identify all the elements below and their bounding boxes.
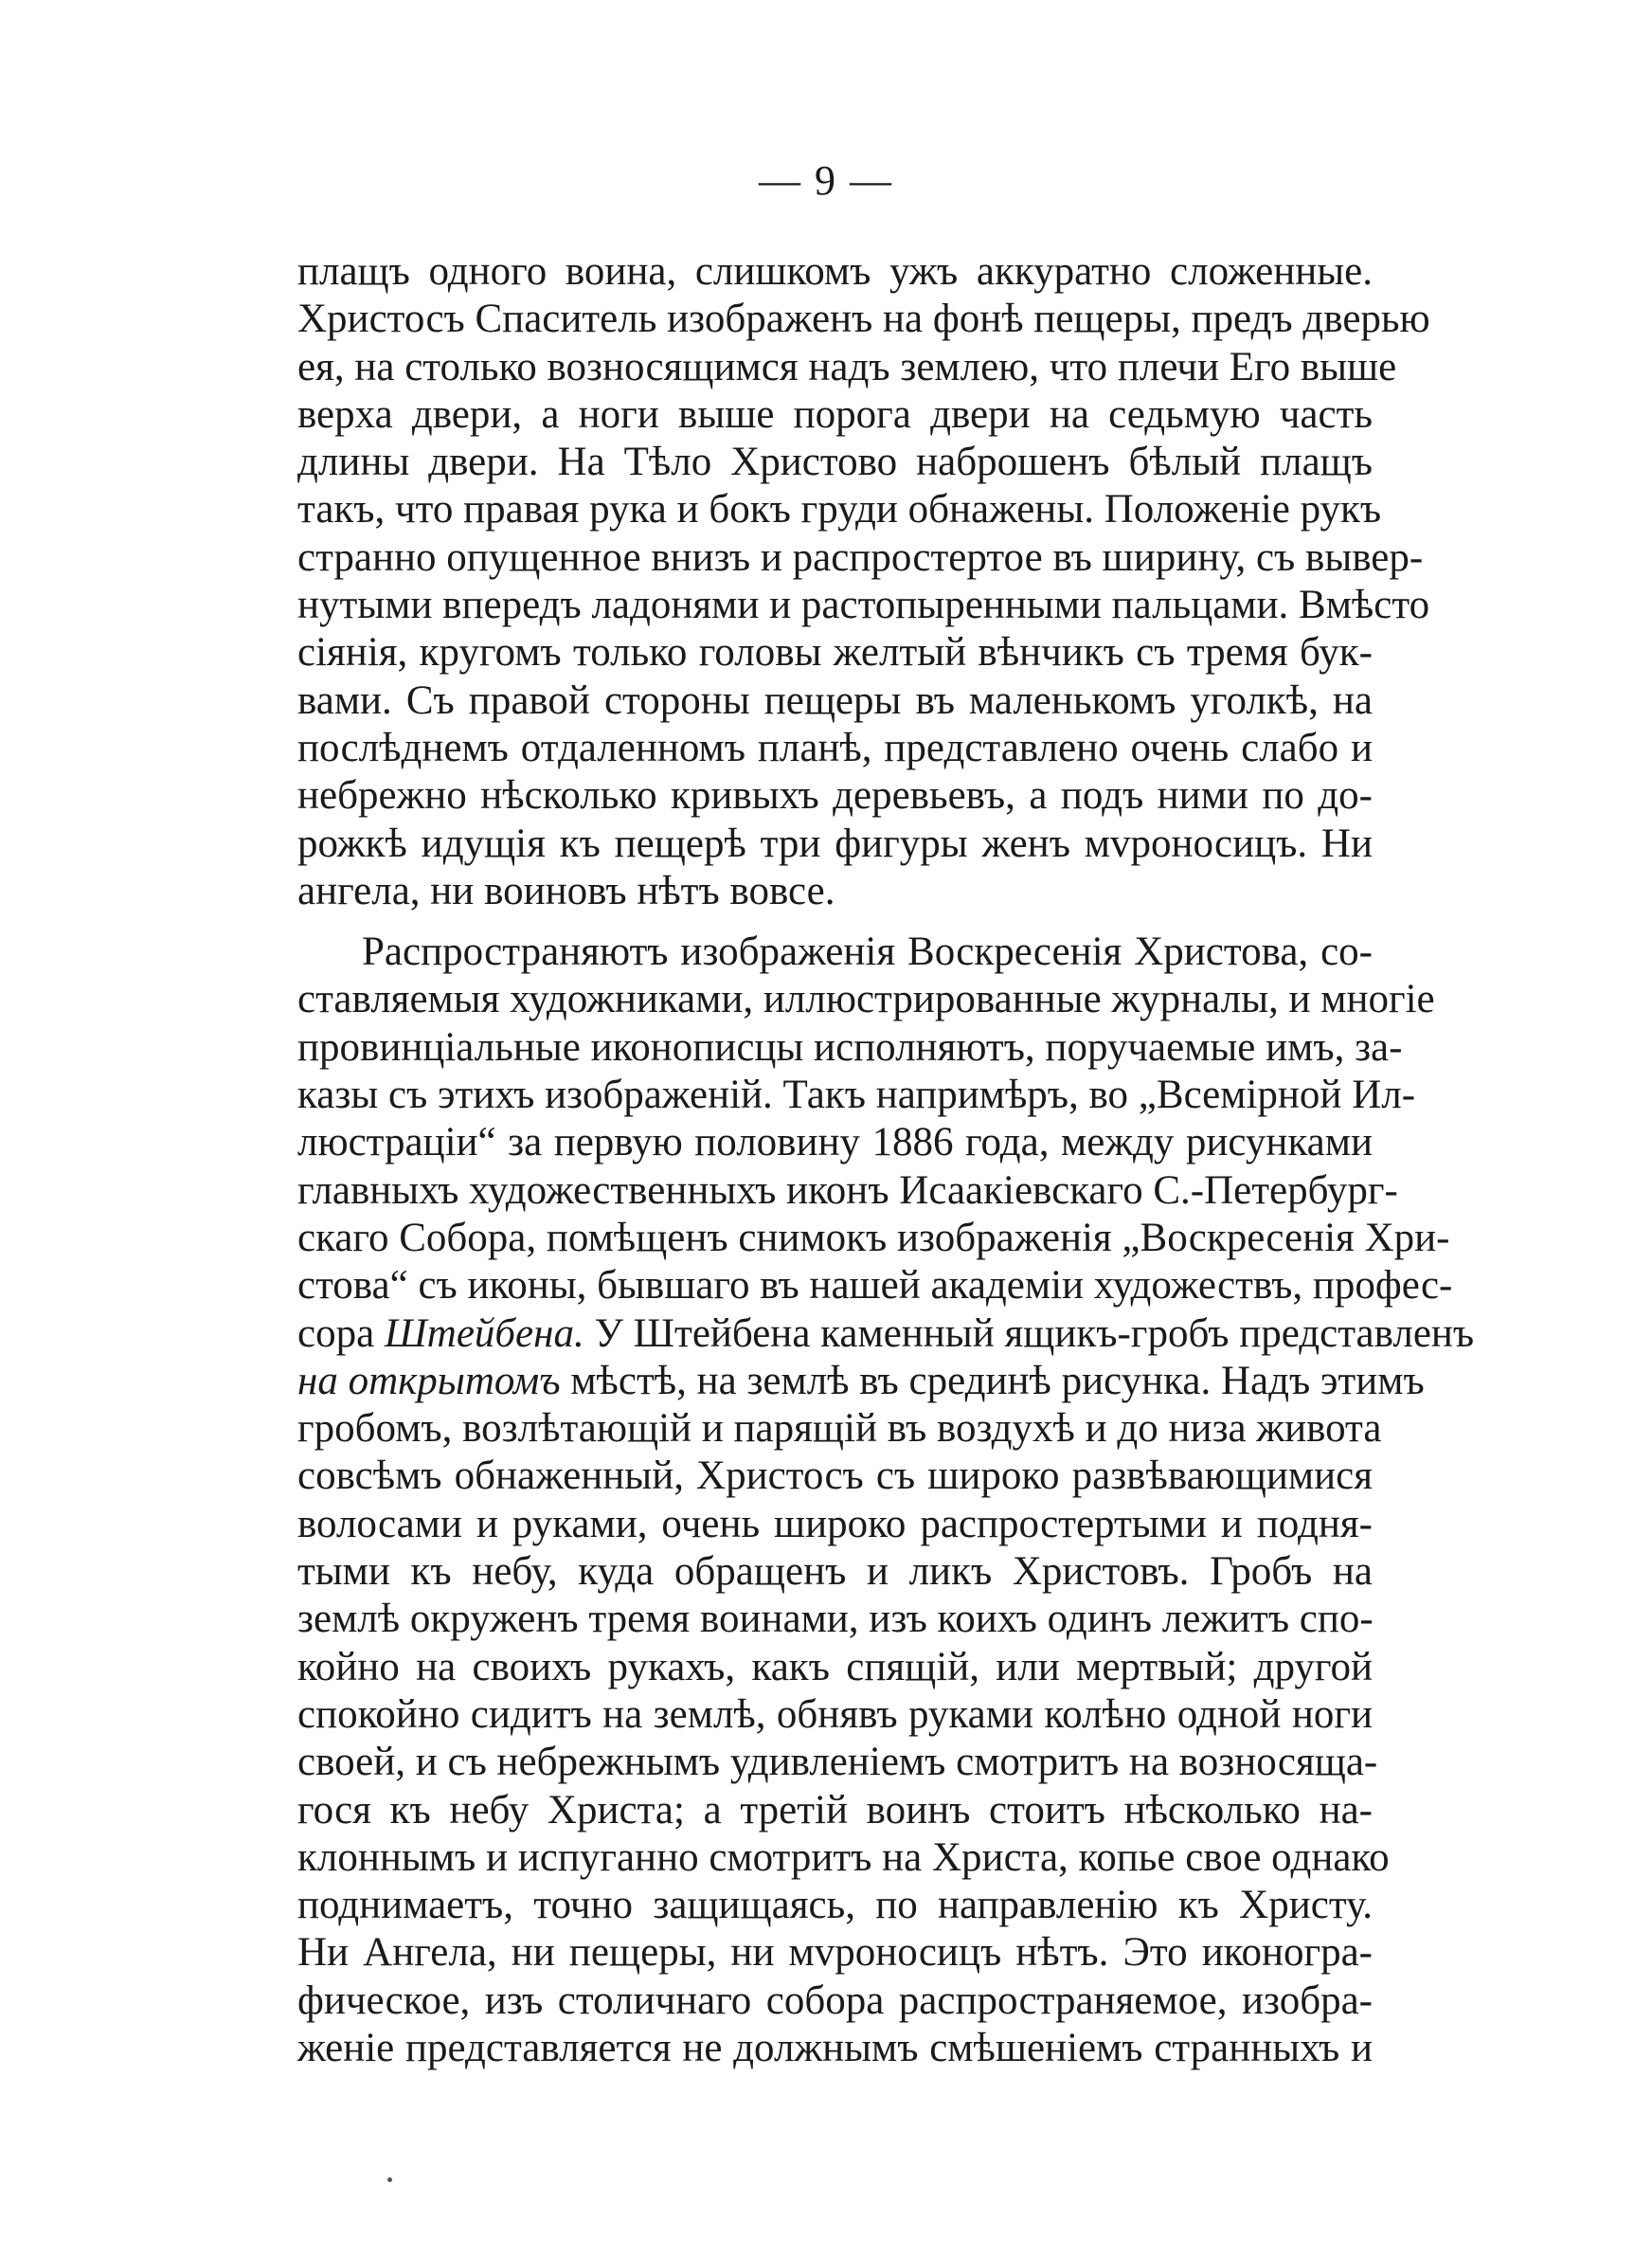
line-suffix: У Штейбена каменный ящикъ-гробъ представленъ <box>584 1310 1475 1356</box>
text-line: плащъ одного воина, слишкомъ ужъ аккуратно сложенные. <box>297 249 1373 294</box>
text-line: женіе представляется не должнымъ смѣшеніемъ странныхъ и <box>297 2025 1373 2070</box>
body-text <box>297 248 1475 2072</box>
text-line-with-emphasis <box>297 1358 1425 1405</box>
text-line: фическое, изъ столичнаго собора распространяемое, изобра- <box>297 1977 1373 2023</box>
text-line: стова“ съ иконы, бывшаго въ нашей академіи художествъ, профес- <box>297 1263 1453 1309</box>
line-rest: мѣстѣ, на землѣ въ срединѣ рисунка. Надъ этимъ <box>560 1358 1425 1403</box>
text-line: сіянія, кругомъ только головы желтый вѣнчикъ съ тремя бук- <box>297 630 1373 676</box>
text-line: спокойно сидитъ на землѣ, обнявъ руками колѣно одной ноги <box>297 1691 1373 1737</box>
artist-name: Штейбена. <box>384 1310 584 1356</box>
text-line: небрежно нѣсколько кривыхъ деревьевъ, а подъ ними по до- <box>297 773 1373 819</box>
text-line: гося къ небу Христа; а третій воинъ стоитъ нѣсколько на- <box>297 1787 1373 1833</box>
paragraph-2 <box>297 929 1475 2072</box>
text-line: длины двери. На Тѣло Христово наброшенъ бѣлый плащъ <box>297 440 1373 485</box>
text-line: тыми къ небу, куда обращенъ и ликъ Христовъ. Гробъ на <box>297 1549 1373 1595</box>
text-line: послѣднемъ отдаленномъ планѣ, представлено очень слабо и <box>297 725 1373 770</box>
text-line: ангела, ни воиновъ нѣтъ вовсе. <box>297 868 835 913</box>
text-line: рожкѣ идущія къ пещерѣ три фигуры женъ мvроносицъ. Ни <box>297 821 1373 866</box>
text-line: гробомъ, возлѣтающій и парящій въ воздухѣ и до низа живота <box>297 1406 1382 1452</box>
text-line: странно опущенное внизъ и распростертое въ ширину, съ вывер- <box>297 534 1424 580</box>
text-line: верха двери, а ноги выше порога двери на седьмую часть <box>297 391 1373 437</box>
emphasis: на открытомъ <box>297 1358 561 1403</box>
text-line: казы съ этихъ изображеній. Такъ напримѣръ, во „Всемірной Ил- <box>297 1073 1416 1118</box>
text-line: клоннымъ и испуганно смотритъ на Христа, копье свое однако <box>297 1834 1390 1880</box>
text-line: койно на своихъ рукахъ, какъ спящій, или мертвый; другой <box>297 1644 1373 1689</box>
text-line: провинціальные иконописцы исполняютъ, поручаемые имъ, за- <box>297 1024 1403 1070</box>
text-line: поднимаетъ, точно защищаясь, по направленію къ Христу. <box>297 1883 1373 1928</box>
text-line: скаго Собора, помѣщенъ снимокъ изображенія „Воскресенія Хри- <box>297 1215 1450 1260</box>
text-line: главныхъ художественныхъ иконъ Исаакіевскаго С.-Петербург- <box>297 1167 1398 1213</box>
text-line: землѣ окруженъ тремя воинами, изъ коихъ одинъ лежитъ спо- <box>297 1597 1374 1642</box>
text-line: такъ, что правая рука и бокъ груди обнажены. Положеніе рукъ <box>297 487 1382 533</box>
text-line: совсѣмъ обнаженный, Христосъ съ широко развѣвающимися <box>297 1454 1373 1499</box>
text-line: Христосъ Спаситель изображенъ на фонѣ пещеры, предъ дверью <box>297 297 1430 342</box>
text-line: ставляемыя художниками, иллюстрированные журналы, и многіе <box>297 977 1435 1022</box>
text-line-with-name <box>297 1310 1475 1358</box>
text-line: нутыми впередъ ладонями и растопыренными пальцами. Вмѣсто <box>297 583 1430 628</box>
text-line: своей, и съ небрежнымъ удивленіемъ смотритъ на возносяща- <box>297 1740 1378 1785</box>
text-line: ея, на столько возносящимся надъ землею, что плечи Его выше <box>297 344 1397 389</box>
text-line: вами. Съ правой стороны пещеры въ маленькомъ уголкѣ, на <box>297 677 1373 723</box>
paragraph-1 <box>297 248 1430 915</box>
text-line: волосами и руками, очень широко распростертыми и подня- <box>297 1501 1373 1546</box>
text-line: Распространяютъ изображенія Воскресенія Христова, со- <box>362 930 1373 975</box>
page-number: — 9 — <box>759 157 893 204</box>
line-prefix: сора <box>297 1310 385 1356</box>
text-line: Ни Ангела, ни пещеры, ни мvроносицъ нѣтъ. Это иконогра- <box>297 1930 1373 1976</box>
text-line: люстраціи“ за первую половину 1886 года, между рисунками <box>297 1120 1373 1165</box>
ink-speck <box>387 2177 392 2182</box>
